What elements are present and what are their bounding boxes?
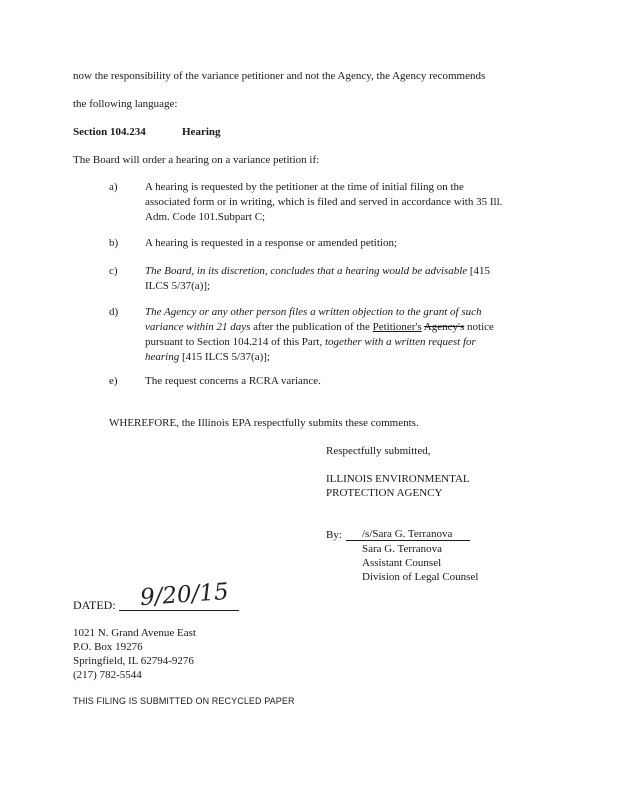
- item-a-line-3: Adm. Code 101.Subpart C;: [145, 211, 266, 223]
- address-street: 1021 N. Grand Avenue East: [73, 627, 196, 639]
- item-d-italic-4: hearing: [145, 351, 180, 363]
- section-title: Hearing: [182, 126, 221, 138]
- item-a-line-2: associated form or in writing, which is filed and served in accordance with 35 Ill.: [145, 196, 503, 208]
- item-d-agencys: Agency's: [423, 321, 465, 333]
- intro-line-2: the following language:: [73, 98, 178, 110]
- intro-line-1: now the responsibility of the variance petitioner and not the Agency, the Agency recommends: [73, 70, 486, 82]
- item-e-text: The request concerns a RCRA variance.: [145, 375, 321, 387]
- item-d-line-3: pursuant to Section 104.214 of this Part,: [145, 336, 323, 348]
- item-d-cite: [415 ILCS 5/37(a)];: [181, 351, 270, 363]
- item-c-label: c): [109, 265, 118, 277]
- section-number: Section 104.234: [73, 126, 146, 138]
- address-city: Springfield, IL 62794-9276: [73, 655, 194, 667]
- signature-text: /s/Sara G. Terranova: [362, 528, 453, 540]
- by-label: By:: [326, 529, 342, 541]
- respectfully-submitted: Respectfully submitted,: [326, 445, 431, 457]
- item-a-text: [145, 180, 545, 225]
- item-d-petitioners: Petitioner's: [372, 321, 422, 333]
- address-phone: (217) 782-5544: [73, 669, 142, 681]
- signer-title: Assistant Counsel: [362, 557, 442, 569]
- item-d-notice: notice: [467, 321, 494, 333]
- item-b-text: A hearing is requested in a response or amended petition;: [145, 237, 398, 249]
- item-d-italic-3: together with a written request for: [324, 336, 476, 348]
- signer-name: Sara G. Terranova: [362, 543, 442, 555]
- item-d-label: d): [109, 306, 119, 318]
- item-a-line-1: A hearing is requested by the petitioner at the time of initial filing on the: [145, 181, 464, 193]
- signer-division: Division of Legal Counsel: [362, 571, 479, 583]
- item-b-label: b): [109, 237, 119, 249]
- item-d-line-1: The Agency or any other person files a written objection to the grant of such: [145, 306, 482, 318]
- org-line-2: PROTECTION AGENCY: [326, 487, 443, 499]
- item-d-mid: after the publication of the: [253, 321, 370, 333]
- item-c-cite-1: [415: [469, 265, 491, 277]
- item-c-cite-2: ILCS 5/37(a)];: [145, 280, 211, 292]
- dated-label: DATED:: [73, 598, 116, 612]
- item-c-italic: The Board, in its discretion, concludes that a hearing would be advisable: [145, 265, 468, 277]
- handwritten-date: 9/20/15: [139, 578, 230, 612]
- org-line-1: ILLINOIS ENVIRONMENTAL: [326, 473, 470, 485]
- wherefore-text: WHEREFORE, the Illinois EPA respectfully submits these comments.: [109, 417, 419, 429]
- address-box: P.O. Box 19276: [73, 641, 143, 653]
- lead-text: The Board will order a hearing on a variance petition if:: [73, 154, 320, 166]
- item-d-italic-2: variance within 21 days: [145, 321, 251, 333]
- recycled-paper-notice: THIS FILING IS SUBMITTED ON RECYCLED PAPER: [73, 696, 295, 706]
- item-d-text: [145, 305, 545, 365]
- item-c-text: [145, 264, 545, 294]
- item-a-label: a): [109, 181, 118, 193]
- item-e-label: e): [109, 375, 118, 387]
